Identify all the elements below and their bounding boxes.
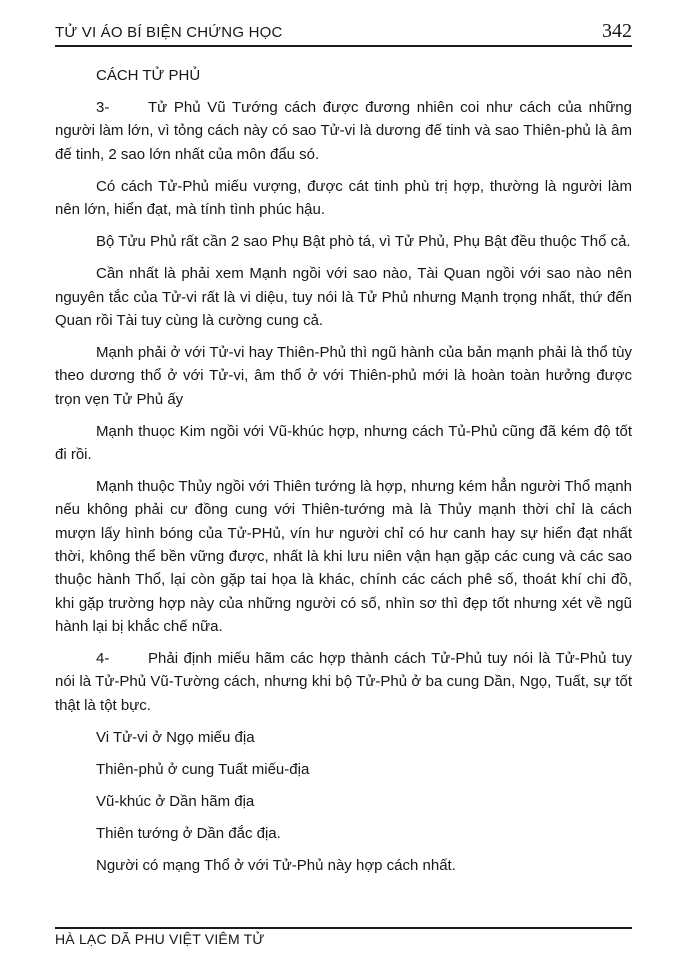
page-number: 342 bbox=[602, 20, 632, 42]
footer-author: HÀ LẠC DÃ PHU VIỆT VIÊM TỬ bbox=[55, 931, 265, 947]
paragraph-number: 3- bbox=[96, 99, 110, 117]
paragraph-number: 4- bbox=[96, 649, 110, 667]
page-footer bbox=[55, 927, 632, 947]
paragraph: Mạnh phải ở với Tử-vi hay Thiên-Phủ thì ngũ hành của bản mạnh phải là thổ tùy theo dương thổ ở với Tử-vi, âm thổ ở với Thiên-phủ mới là hoàn toàn hưởng được trọn vẹn Tử Phủ ấy bbox=[55, 343, 632, 408]
paragraph-3 bbox=[55, 96, 632, 166]
list-item: Thiên-phủ ở cung Tuất miếu-địa bbox=[96, 760, 310, 778]
paragraph: Có cách Tử-Phủ miếu vượng, được cát tinh phù trị hợp, thường là người làm nên lớn, hiển đạt, mà tính tình phúc hậu. bbox=[55, 177, 632, 219]
list-item: Vi Tử-vi ở Ngọ miếu địa bbox=[96, 728, 255, 746]
paragraph: Bộ Tửu Phủ rất cần 2 sao Phụ Bật phò tá, vì Tử Phủ, Phụ Bật đều thuộc Thổ cả. bbox=[96, 233, 631, 251]
paragraph: Mạnh thuọc Kim ngồi với Vũ-khúc hợp, nhưng cách Tủ-Phủ cũng đã kém độ tốt đi rồi. bbox=[55, 422, 632, 463]
list-item: Người có mạng Thổ ở với Tử-Phủ này hợp cách nhất. bbox=[96, 856, 456, 874]
page-header bbox=[55, 20, 632, 47]
list-item: Vũ-khúc ở Dần hãm địa bbox=[96, 792, 255, 810]
running-title: TỬ VI ÁO BÍ BIỆN CHỨNG HỌC bbox=[55, 24, 283, 41]
list-item: Thiên tướng ở Dần đắc địa. bbox=[96, 824, 281, 842]
section-heading: CÁCH TỬ PHỦ bbox=[96, 67, 201, 84]
paragraph-4 bbox=[55, 647, 632, 717]
paragraph-text: Phải định miếu hãm các hợp thành cách Tử-Phủ tuy nói là Tử-Phủ tuy nói là Tử-Phủ Vũ-Tường cách, nhưng khi bộ Tử-Phủ ở ba cung Dần, Ngọ, Tuất, sự tốt thật là tột bực. bbox=[55, 649, 632, 714]
paragraph: Cần nhất là phải xem Mạnh ngồi với sao nào, Tài Quan ngồi với sao nào nên nguyên tắc của Tử-vi rất là vi diệu, tuy nói là Tử Phủ nhưng Mạnh trọng nhất, thứ đến Quan rồi Tài tuy cùng là cường cung cả. bbox=[55, 265, 632, 329]
page-content bbox=[55, 56, 632, 877]
paragraph-text: Tử Phủ Vũ Tướng cách được đương nhiên coi như cách của những người làm lớn, vì tỏng cách này có sao Tử-vi là dương đế tinh và sao Thiên-phủ là âm đế tinh, 2 sao lớn nhất của môn đẩu só. bbox=[55, 99, 632, 163]
paragraph: Mạnh thuộc Thủy ngồi với Thiên tướng là hợp, nhưng kém hẳn người Thổ mạnh nếu không phải cư đồng cung với Thiên-tướng mà là Thủy mạnh thời chỉ là cách mượn lấy hình bóng của Tử-PHủ, vín hư người chỉ có hư canh hay sự hiển đạt nhất thời, không thể bền vững được, nhất là khi lưu niên vận hạn gặp các cung và các sao thuộc hành Thổ, lại còn gặp tai họa là khác, chính các cách phê số, thoát khí chi đồ, khi gặp trường hợp này của những người có số, nhìn sơ thì đẹp tốt nhưng xét về ngũ hành lại bị khắc chế nữa. bbox=[55, 478, 632, 635]
